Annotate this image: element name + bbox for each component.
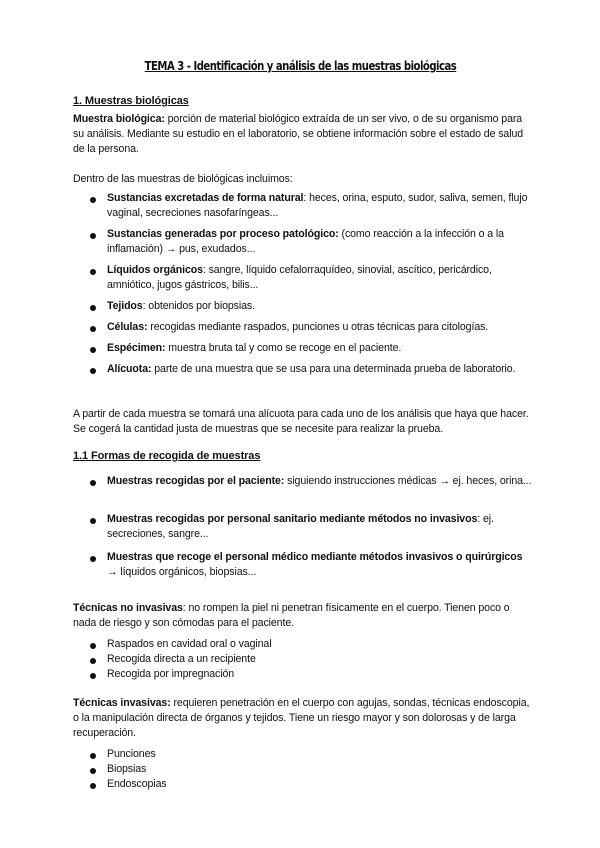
list-item: Recogida por impregnación: [107, 668, 235, 680]
bullet-icon: [90, 768, 96, 774]
bullet-icon: [90, 347, 96, 353]
list-item: Muestras que recoge el personal médico mediante métodos invasivos o quirúrgicos → líquidos orgánicos, biopsias...: [107, 551, 523, 578]
section-heading-1: 1. Muestras biológicas: [73, 95, 189, 107]
definition-paragraph: Muestra biológica: porción de material biológico extraída de un ser vivo, o de su organismo para su análisis. Mediante su estudio en el laboratorio, se obtiene información sobre el estado de salud de la persona.: [73, 113, 524, 155]
list-item: Recogida directa a un recipiente: [107, 653, 256, 665]
closing-paragraph: A partir de cada muestra se tomará una alícuota para cada uno de los análisis que haya que hacer. Se cogerá la cantidad justa de muestras que se necesite para realizar la prueba.: [73, 408, 529, 435]
bullet-icon: [90, 269, 96, 275]
bullet-icon: [90, 518, 96, 524]
bullet-icon: [90, 233, 96, 239]
bullet-icon: [90, 556, 96, 562]
list-item: Muestras recogidas por personal sanitario mediante métodos no invasivos: ej. secreciones, sangre...: [107, 513, 494, 540]
list-item: Sustancias generadas por proceso patológico: (como reacción a la infección o a la inflamación) → pus, exudados...: [107, 228, 504, 255]
document-title: TEMA 3 - Identificación y análisis de las muestras biológicas: [144, 59, 456, 73]
bullet-icon: [90, 326, 96, 332]
invasive-paragraph: Técnicas invasivas: requieren penetración en el cuerpo con agujas, sondas, técnicas endoscopia, o la manipulación directa de órganos y tejidos. Tiene un riesgo mayor y son dolorosas y de larga recuperación.: [73, 697, 530, 739]
bullet-icon: [90, 643, 96, 649]
bullet-icon: [90, 673, 96, 679]
list-item: Alícuota: parte de una muestra que se usa para una determinada prueba de laboratorio.: [107, 363, 516, 375]
bullet-icon: [90, 305, 96, 311]
list-item: Muestras recogidas por el paciente: siguiendo instrucciones médicas → ej. heces, orina...: [107, 475, 532, 487]
list-item: Endoscopias: [107, 778, 167, 790]
bullet-icon: [90, 197, 96, 203]
list-item: Líquidos orgánicos: sangre, líquido cefalorraquídeo, sinovial, ascítico, pericárdico, amniótico, jugos gástricos, bilis...: [107, 264, 492, 291]
intro-paragraph: Dentro de las muestras de biológicas incluimos:: [73, 173, 293, 185]
list-item: Espécimen: muestra bruta tal y como se recoge en el paciente.: [107, 342, 402, 354]
bullet-icon: [90, 753, 96, 759]
list-item: Biopsias: [107, 763, 147, 775]
bullet-icon: [90, 368, 96, 374]
bullet-icon: [90, 783, 96, 789]
noninvasive-paragraph: Técnicas no invasivas: no rompen la piel ni penetran físicamente en el cuerpo. Tienen poco o nada de riesgo y son cómodas para el paciente.: [73, 602, 510, 629]
bullet-icon: [90, 658, 96, 664]
section-heading-1-1: 1.1 Formas de recogida de muestras: [73, 450, 261, 462]
list-item: Punciones: [107, 748, 156, 760]
list-item: Células: recogidas mediante raspados, punciones u otras técnicas para citologías.: [107, 321, 489, 333]
bullet-icon: [90, 480, 96, 486]
list-item: Tejidos: obtenidos por biopsias.: [107, 300, 255, 312]
list-item: Sustancias excretadas de forma natural: heces, orina, esputo, sudor, saliva, semen, flujo vaginal, secreciones nasofaríngeas...: [107, 192, 528, 219]
list-item: Raspados en cavidad oral o vaginal: [107, 638, 272, 650]
